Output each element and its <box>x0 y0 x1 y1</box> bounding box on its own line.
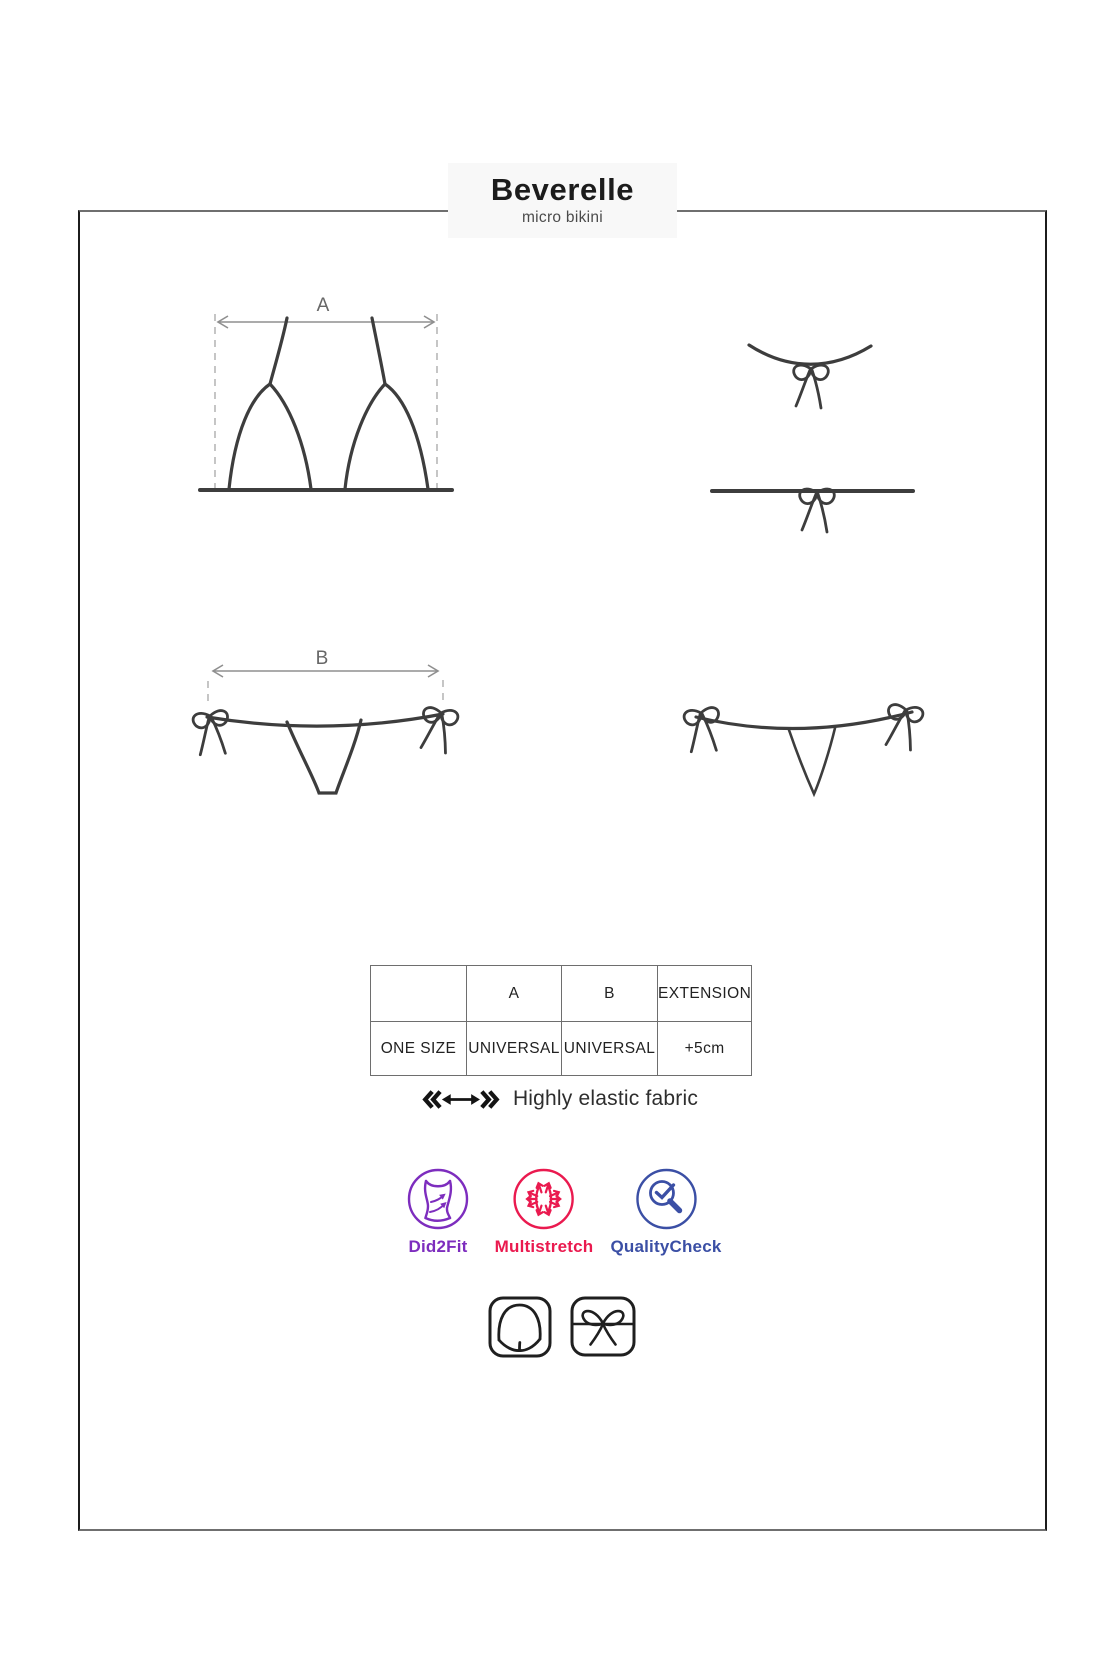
badge-did2fit <box>407 1168 469 1257</box>
left-strap <box>270 318 287 384</box>
header-cell-a: A <box>467 966 562 1022</box>
panty-front <box>287 720 361 793</box>
cell-size: ONE SIZE <box>371 1022 467 1076</box>
badge-label: Multistretch <box>494 1237 594 1256</box>
waistband-curve <box>207 714 443 726</box>
quality-magnifier-check-icon <box>635 1168 697 1230</box>
badge-qualitycheck <box>610 1168 721 1257</box>
badge-multistretch <box>495 1168 594 1257</box>
badge-label: QualityCheck <box>610 1237 722 1256</box>
left-tie-bow <box>683 707 723 754</box>
header-cell-b: B <box>562 966 658 1022</box>
size-table <box>370 965 752 1076</box>
bikini-bottom-back-diagram <box>683 704 923 794</box>
fabric-note <box>422 1083 698 1115</box>
left-cup-inner <box>270 384 311 489</box>
left-tie-bow <box>192 710 232 757</box>
badge-label: Did2Fit <box>408 1237 468 1256</box>
product-name: Beverelle <box>490 172 635 208</box>
right-strap <box>372 318 385 384</box>
cell-extension-value: +5cm <box>658 1022 752 1076</box>
waistband-curve <box>696 712 912 729</box>
bikini-top-back-diagram <box>712 345 913 532</box>
cell-b-value: UNIVERSAL <box>562 1022 658 1076</box>
bikini-bottom-icon <box>488 1296 552 1358</box>
size-table-data-row <box>371 1022 752 1076</box>
fit-garment-icon <box>407 1168 469 1230</box>
right-tie-bow <box>418 707 458 754</box>
header-cell-blank <box>371 966 467 1022</box>
neck-strap-curve <box>749 345 871 364</box>
measurement-label-b: B <box>315 648 329 669</box>
title-box <box>448 163 677 238</box>
thong-back <box>789 728 835 794</box>
neck-bow <box>794 365 829 408</box>
multistretch-arrows-icon <box>513 1168 575 1230</box>
gift-ribbon-icon <box>570 1296 636 1357</box>
size-table-header-row <box>371 966 752 1022</box>
elastic-double-arrow-icon <box>422 1089 500 1110</box>
right-cup-outer <box>385 384 428 489</box>
right-tie-bow <box>883 704 923 751</box>
bikini-top-front-diagram <box>200 314 452 490</box>
fabric-note-text: Highly elastic fabric <box>512 1087 699 1110</box>
band-bow <box>800 489 835 532</box>
cell-a-value: UNIVERSAL <box>467 1022 562 1076</box>
header-cell-extension: EXTENSION <box>658 966 752 1022</box>
right-cup-inner <box>345 384 385 489</box>
product-type: micro bikini <box>521 208 604 226</box>
measurement-label-a: A <box>316 295 330 316</box>
bikini-bottom-front-diagram <box>192 665 458 793</box>
left-cup-outer <box>229 384 270 489</box>
